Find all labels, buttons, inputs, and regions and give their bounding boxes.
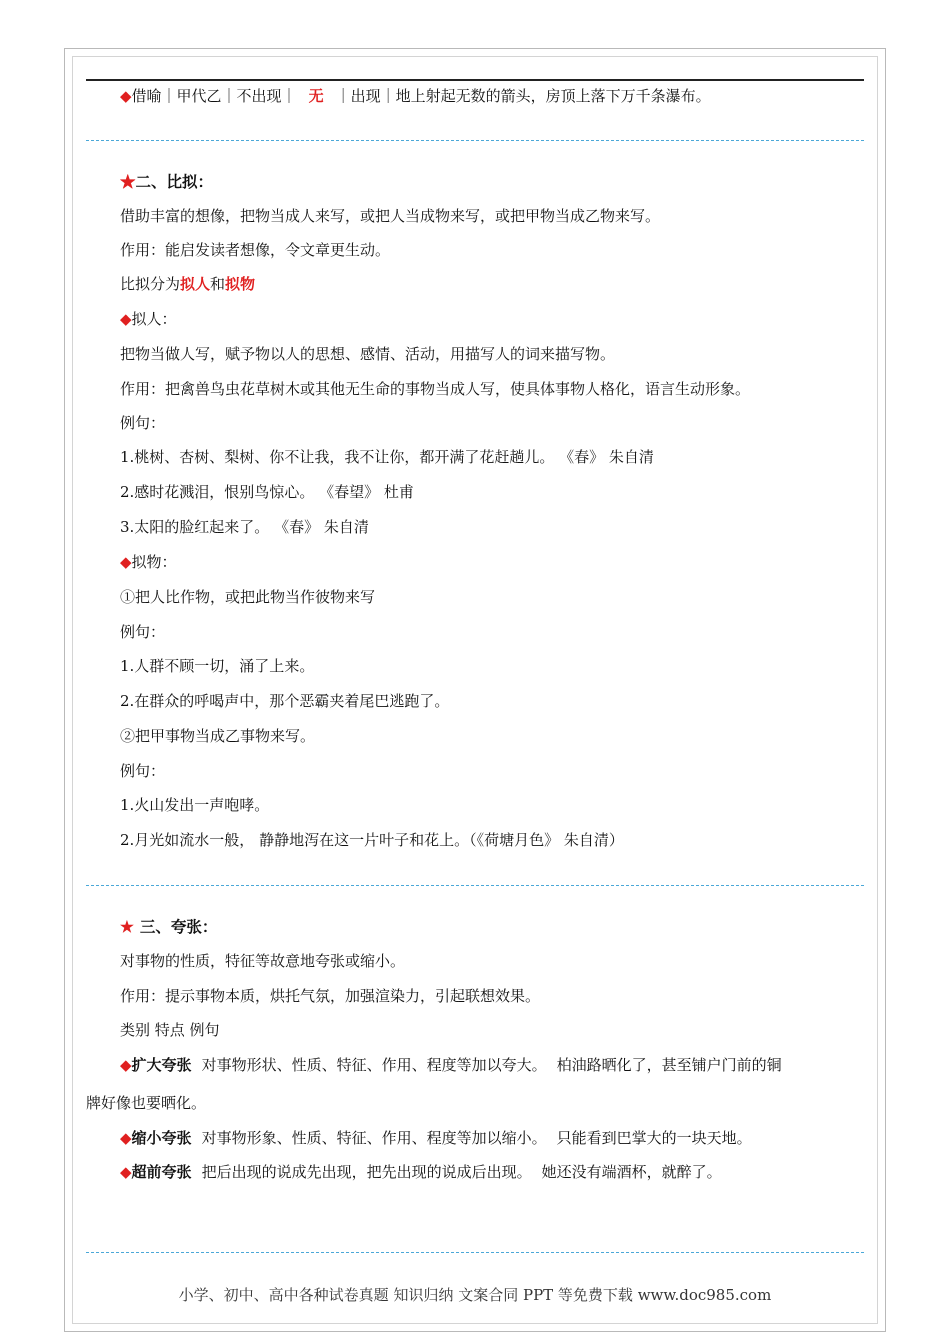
split-objectification: 拟物	[225, 275, 256, 293]
objectification-example-2b: 2.月光如流水一般， 静静地泻在这一片叶子和花上。（《荷塘月色》 朱自清）	[120, 831, 624, 849]
diamond-icon: ◆	[120, 553, 132, 571]
split-mid: 和	[210, 275, 226, 293]
hyperbole-feature: 对事物形状、性质、特征、作用、程度等加以夸大。	[201, 1056, 547, 1074]
hyperbole-name: 超前夸张	[131, 1163, 192, 1181]
example-label: 例句：	[120, 414, 166, 432]
section3-title: 三、夸张：	[139, 917, 218, 936]
metaphor-row-before: 借喻｜甲代乙｜不出现｜	[131, 87, 297, 105]
diamond-icon: ◆	[120, 310, 132, 328]
personification-heading	[120, 309, 177, 329]
metaphor-row-after: ｜出现｜地上射起无数的箭头，房顶上落下万千条瀑布。	[335, 87, 711, 105]
diamond-icon: ◆	[120, 1163, 132, 1181]
star-icon: ★	[120, 172, 136, 191]
hyperbole-name: 扩大夸张	[131, 1056, 192, 1074]
footer-text: 小学、初中、高中各种试卷真题 知识归纳 文案合同 PPT 等免费下载 www.doc985.com	[178, 1286, 772, 1304]
section3-heading	[120, 917, 217, 937]
section2-split	[120, 274, 255, 294]
hyperbole-feature: 把后出现的说成先出现，把先出现的说成后出现。	[201, 1163, 532, 1181]
diamond-icon: ◆	[120, 87, 132, 105]
personification-example-1: 1.桃树、杏树、梨树、你不让我，我不让你，都开满了花赶趟儿。 《春》 朱自清	[120, 448, 654, 466]
objectification-example-1b: 2.在群众的呼喝声中，那个恶霸夹着尾巴逃跑了。	[120, 692, 450, 710]
dashed-divider	[86, 885, 864, 886]
hyperbole-name: 缩小夸张	[131, 1129, 192, 1147]
hyperbole-row-advance	[120, 1162, 722, 1182]
section2-definition: 借助丰富的想像，把物当成人来写，或把人当成物来写，或把甲物当成乙物来写。	[120, 207, 661, 225]
metaphor-row	[120, 86, 711, 106]
hyperbole-row-enlarge	[120, 1055, 782, 1075]
hyperbole-example: 柏油路晒化了，甚至铺户门前的铜	[556, 1056, 782, 1074]
personification-definition: 把物当做人写，赋予物以人的思想、感情、活动，用描写人的词来描写物。	[120, 345, 616, 363]
section3-definition: 对事物的性质，特征等故意地夸张或缩小。	[120, 952, 406, 970]
personification-example-2: 2.感时花溅泪，恨别鸟惊心。 《春望》 杜甫	[120, 483, 414, 501]
split-personification: 拟人	[180, 275, 211, 293]
section3-columns: 类别 特点 例句	[120, 1021, 220, 1039]
split-prefix: 比拟分为	[120, 275, 181, 293]
section2-effect: 作用：能启发读者想像，令文章更生动。	[120, 241, 391, 259]
diamond-icon: ◆	[120, 1056, 132, 1074]
objectification-heading	[120, 552, 177, 572]
section2-title: 二、比拟：	[135, 172, 214, 191]
example-label: 例句：	[120, 623, 166, 641]
hyperbole-feature: 对事物形象、性质、特征、作用、程度等加以缩小。	[201, 1129, 547, 1147]
hyperbole-example: 只能看到巴掌大的一块天地。	[556, 1129, 752, 1147]
personification-example-3: 3.太阳的脸红起来了。 《春》 朱自清	[120, 518, 369, 536]
example-label: 例句：	[120, 762, 166, 780]
objectification-example-1a: 1.人群不顾一切，涌了上来。	[120, 657, 315, 675]
objectification-sub-2: ②把甲事物当成乙事物来写。	[120, 727, 316, 745]
personification-title: 拟人：	[131, 310, 177, 328]
metaphor-row-highlight: 无	[308, 87, 324, 105]
section2-heading	[120, 172, 213, 192]
section3-effect: 作用：提示事物本质，烘托气氛，加强渲染力，引起联想效果。	[120, 987, 541, 1005]
diamond-icon: ◆	[120, 1129, 132, 1147]
hyperbole-row-reduce	[120, 1128, 752, 1148]
hyperbole-example: 她还没有端酒杯，就醉了。	[541, 1163, 722, 1181]
objectification-sub-1: ①把人比作物，或把此物当作彼物来写	[120, 588, 376, 606]
dashed-divider	[86, 140, 864, 141]
top-rule	[86, 79, 864, 81]
star-icon: ★	[120, 917, 134, 936]
personification-effect: 作用：把禽兽鸟虫花草树木或其他无生命的事物当成人写，使具体事物人格化，语言生动形象。	[120, 380, 751, 398]
dashed-divider	[86, 1252, 864, 1253]
objectification-title: 拟物：	[131, 553, 177, 571]
hyperbole-example-continuation: 牌好像也要晒化。	[86, 1094, 207, 1112]
objectification-example-2a: 1.火山发出一声咆哮。	[120, 796, 270, 814]
